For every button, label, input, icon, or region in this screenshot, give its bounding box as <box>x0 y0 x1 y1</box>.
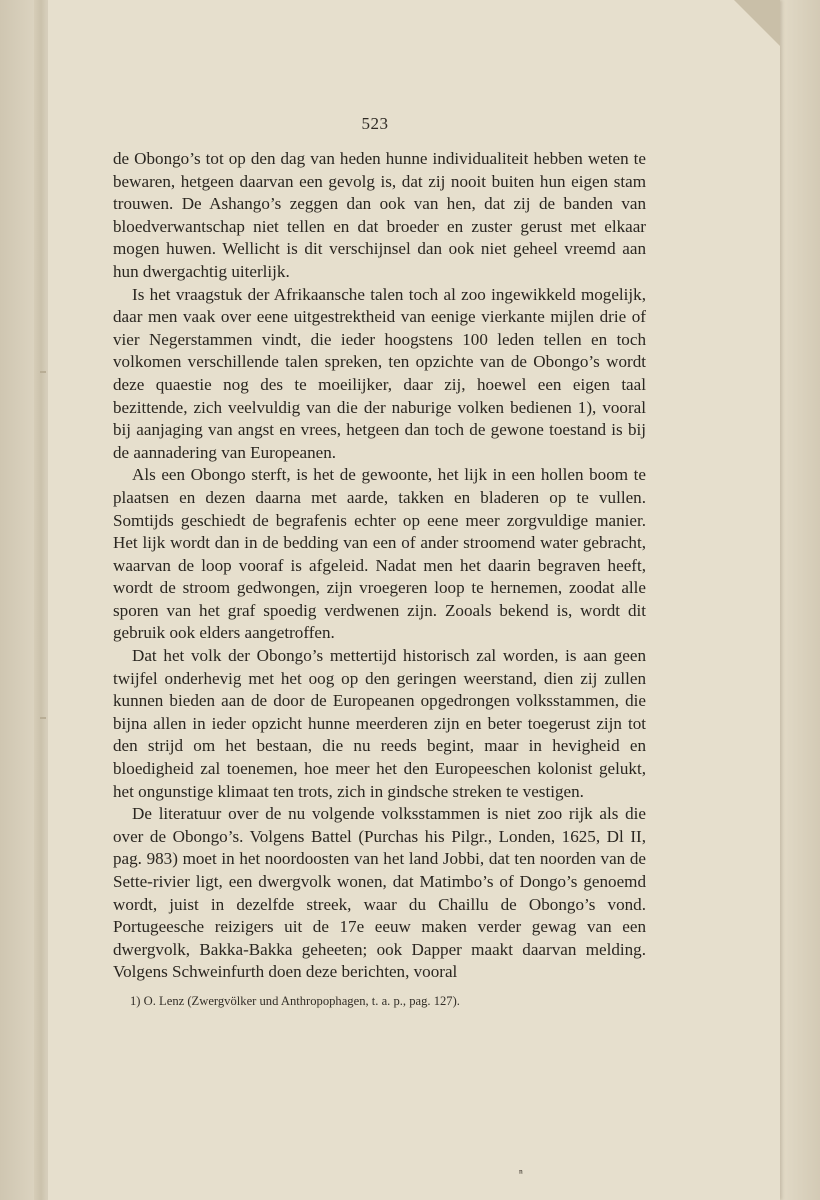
folded-corner <box>734 0 780 46</box>
paragraph: Als een Obongo sterft, is het de gewoonte, het lijk in een hollen boom te plaatsen en dezen daarna met aarde, takken en bladeren op te vullen. Somtijds geschiedt de begrafenis echter op eene meer zorgvuldige manier. Het lijk wordt dan in de bedding van een of ander stroomend water gebracht, waarvan de loop vooraf is afgeleid. Nadat men het daarin begraven heeft, wordt de stroom gedwongen, zijn vroegeren loop te hernemen, zoodat alle sporen van het graf spoedig verdwenen zijn. Zooals bekend is, wordt dit gebruik ook elders aangetroffen. <box>113 465 646 643</box>
paragraph: De literatuur over de nu volgende volksstammen is niet zoo rijk als die over de Obongo’s. Volgens Battel (Purchas his Pilgr., Londen, 1625, Dl II, pag. 983) moet in het noordoosten van het land Jobbi, dat ten noorden van de Sette-rivier ligt, een dwergvolk wonen, dat Matimbo’s of Dongo’s genoemd wordt, juist in dezelfde streek, waar du Chaillu de Obongo’s vond. Portugeesche reizigers uit de 17e eeuw maken verder gewag van een dwergvolk, Bakka-Bakka geheeten; ook Dapper maakt daarvan melding. Volgens Schweinfurth doen deze berichten, vooral <box>113 804 646 982</box>
paragraph: de Obongo’s tot op den dag van heden hunne individualiteit hebben weten te bewaren, hetgeen daarvan een gevolg is, dat zij nooit buiten hun eigen stam trouwen. De Ashango’s zeggen dan ook van hen, dat zij de banden van bloedverwantschap niet tellen en dat broeder en zuster gerust met elkaar mogen huwen. Wellicht is dit verschijnsel dan ook niet geheel vreemd aan hun dwergachtig uiterlijk. <box>113 149 646 281</box>
signature-mark: ⁿ <box>519 1166 523 1180</box>
margin-mark <box>40 371 46 373</box>
margin-mark <box>40 717 46 719</box>
paragraph: Dat het volk der Obongo’s mettertijd historisch zal worden, is aan geen twijfel onderhevig met het oog op den geringen weerstand, dien zij zullen kunnen bieden aan de door de Europeanen opgedrongen volksstammen, die bijna allen in ieder opzicht hunne meerderen zijn en beter toegerust zijn tot den strijd om het bestaan, die nu reeds begint, maar in hevigheid en bloedigheid zal toenemen, hoe meer het den Europeeschen kolonist gelukt, het ongunstige klimaat ten trots, zich in gindsche streken te vestigen. <box>113 646 646 801</box>
book-gutter <box>34 0 48 1200</box>
body-text <box>113 148 646 984</box>
footnote: 1) O. Lenz (Zwergvölker und Anthropophagen, t. a. p., pag. 127). <box>130 994 460 1008</box>
paragraph: Is het vraagstuk der Afrikaansche talen toch al zoo ingewikkeld mogelijk, daar men vaak over eene uitgestrektheid van eenige vierkante mijlen drie of vier Negerstammen vindt, die ieder hoogstens 100 leden tellen en toch volkomen verschillende talen spreken, ten opzichte van de Obongo’s wordt deze quaestie nog des te moeilijker, daar zij, hoewel een eigen taal bezittende, zich veelvuldig van die der naburige volken bedienen 1), vooral bij aanjaging van angst en vrees, hetgeen dan toch de gewone toestand is bij de aannadering van Europeanen. <box>113 284 646 462</box>
page-number: 523 <box>361 114 389 133</box>
